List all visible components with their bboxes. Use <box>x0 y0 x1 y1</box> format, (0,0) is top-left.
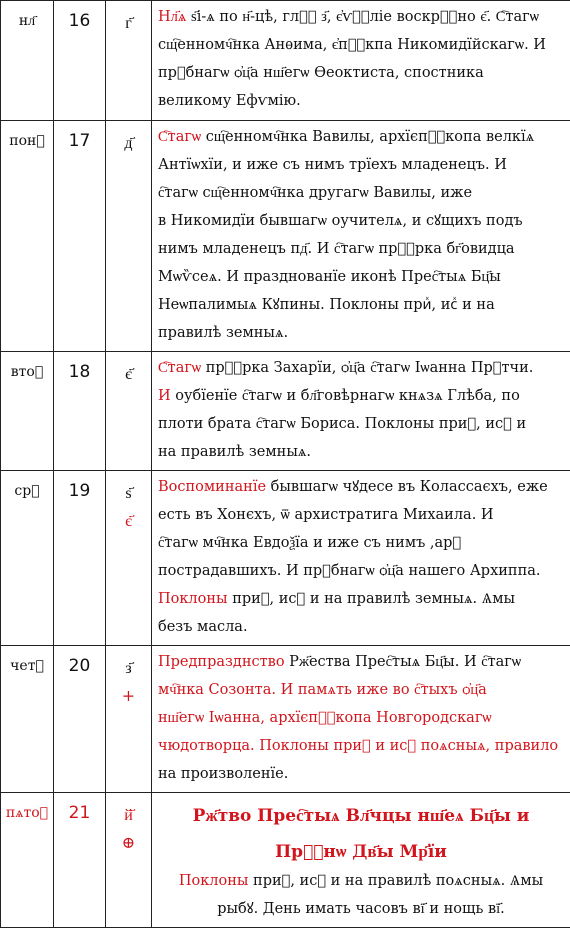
date-number: 19 <box>54 471 106 646</box>
calendar-row <box>1 1 570 121</box>
red-initial-word: С҇тагѡ <box>158 360 201 376</box>
feast-mark: + <box>106 682 151 710</box>
text-line: рыбꙋ. День имать часовъ вї҃ и нощь вї҃. <box>158 895 564 923</box>
text-line: на произволенїе. <box>158 760 564 788</box>
red-initial-word: Нл҃ѧ <box>158 9 186 25</box>
text-line: Неѡпалимыѧ Кꙋпины. Поклоны приⷯ, исⷯ и на <box>158 291 564 319</box>
weekday-cell: четⷡ <box>1 646 54 793</box>
weekday-cell: нл҃ <box>1 1 54 121</box>
reading-text-cell <box>152 1 570 121</box>
date-number: 18 <box>54 352 106 471</box>
feast-mark: ⊕ <box>106 829 151 857</box>
reading-text-cell <box>152 646 570 793</box>
date-number: 16 <box>54 1 106 121</box>
text-line: Мѡѷсеѧ. И празднованїе иконѣ Прес҇тыѧ Бц҃ы <box>158 263 564 291</box>
feast-mark: ѕ҃ <box>106 479 151 507</box>
feast-mark: є҃ <box>106 360 151 388</box>
date-number: 17 <box>54 121 106 352</box>
text-line: есть въ Хонєхъ, ѿ архистратига Михаила. И <box>158 501 564 529</box>
feast-mark-cell <box>106 352 152 471</box>
reading-text-cell <box>152 352 570 471</box>
text-line: с҇тагѡ мч҇нка Евдоѯїа и иже съ нимъ ,арⷣ <box>158 529 564 557</box>
weekday-cell: втоⷬ <box>1 352 54 471</box>
text-line: Поклоны приⷯ, исⷯ и на правилѣ поѧсныѧ. Ѧмы <box>158 867 564 895</box>
text-line: плоти брата с҇тагѡ Бориса. Поклоны приⷯ, исⷯ и <box>158 410 564 438</box>
feast-mark: г҃ <box>106 9 151 37</box>
date-number: 20 <box>54 646 106 793</box>
feast-mark: є҃ <box>106 507 151 535</box>
date-number: 21 <box>54 793 106 928</box>
text-line: С҇тагѡ сщ҇енномч҇нка Вавилы, архїєпⷭ҇копа велкїѧ <box>158 123 564 151</box>
reading-text-cell <box>152 121 570 352</box>
feast-mark-cell <box>106 121 152 352</box>
feast-title: Рж҃тво Прес҇тыѧ Вл҃чцы нш҃еѧ Бц҃ы и <box>158 801 564 831</box>
weekday-cell: понⷣ <box>1 121 54 352</box>
reading-text-cell <box>152 471 570 646</box>
text-line: мч҇нка Созонта. И памѧть иже во с҇тыхъ ѻ҆ц҃а <box>158 676 564 704</box>
text-line: нимъ младенецъ пд҃. И с҇тагѡ прⷪ҇рка бг҃овидца <box>158 235 564 263</box>
text-line: чюдотворца. Поклоны приⷯ и исⷯ поѧсныѧ, правило <box>158 732 564 760</box>
text-line: великому Ефѵмію. <box>158 87 564 115</box>
text-line: Предпразднство Рж҃ества Прес҇тыѧ Бц҃ы. И с҇тагѡ <box>158 648 564 676</box>
text-line: С҇тагѡ прⷪ҇рка Захарїи, ѻ҆ц҃а с҇тагѡ Іѡанна Прⷣтчи. <box>158 354 564 382</box>
text-line: правилѣ земныѧ. <box>158 319 564 347</box>
text-line: прⷣбнагѡ ѻ҆ц҃а нш҃егѡ Ѳеоктиста, спостника <box>158 59 564 87</box>
feast-mark-cell <box>106 471 152 646</box>
weekday-cell: срⷣ <box>1 471 54 646</box>
feast-title: Прⷭ҇нѡ Дв҃ы Мр҃їи <box>158 837 564 867</box>
text-line: Нл҃ѧ ѕ҃і-ѧ по н҃-цѣ, глⷭ҇ з҃, є҆ѵⷢ҇ліе воскрⷭ҇но є҃. С҇тагѡ <box>158 3 564 31</box>
text-line: И оубїенїе с҇тагѡ и бл҃говѣрнагѡ кнѧзѧ Глѣба, по <box>158 382 564 410</box>
text-line: Поклоны приⷯ, исⷯ и на правилѣ земныѧ. Ѧмы <box>158 585 564 613</box>
text-line: с҇тагѡ сщ҇енномч҇нка другагѡ Вавилы, иже <box>158 179 564 207</box>
feast-mark: й҃ <box>106 801 151 829</box>
text-line: сщ҇енномч҇нка Анѳима, є҆пⷭ҇кпа Никомидїйскагѡ. И <box>158 31 564 59</box>
red-initial-word: С҇тагѡ <box>158 129 201 145</box>
text-line: Воспоминанїе бывшагѡ чꙋдесе въ Колассаєхъ, еже <box>158 473 564 501</box>
feast-mark: з҃ <box>106 654 151 682</box>
text-line: пострадавшихъ. И прⷣбнагѡ ѻ҆ц҃а нашего Архиппа. <box>158 557 564 585</box>
feast-mark-cell <box>106 1 152 121</box>
text-line: в Никомидїи бывшагѡ оучителѧ, и сꙋщихъ подъ <box>158 207 564 235</box>
feast-mark: д҃ <box>106 129 151 157</box>
calendar-row <box>1 471 570 646</box>
calendar-row <box>1 646 570 793</box>
red-initial-word: И <box>158 388 171 404</box>
text-line: на правилѣ земныѧ. <box>158 438 564 466</box>
red-initial-word: Поклоны <box>179 873 249 889</box>
red-initial-word: Поклоны <box>158 591 228 607</box>
text-line: Антїѡхїи, и иже съ нимъ трїехъ младенецъ. И <box>158 151 564 179</box>
text-line: нш҃егѡ Іѡанна, архїєпⷭ҇копа Новгородскагѡ <box>158 704 564 732</box>
feast-mark-cell <box>106 646 152 793</box>
red-initial-word: Воспоминанїе <box>158 479 266 495</box>
weekday-cell: пѧтоⷦ <box>1 793 54 928</box>
red-initial-word: Предпразднство <box>158 654 285 670</box>
text-line: безъ масла. <box>158 613 564 641</box>
calendar-row <box>1 352 570 471</box>
calendar-row <box>1 121 570 352</box>
